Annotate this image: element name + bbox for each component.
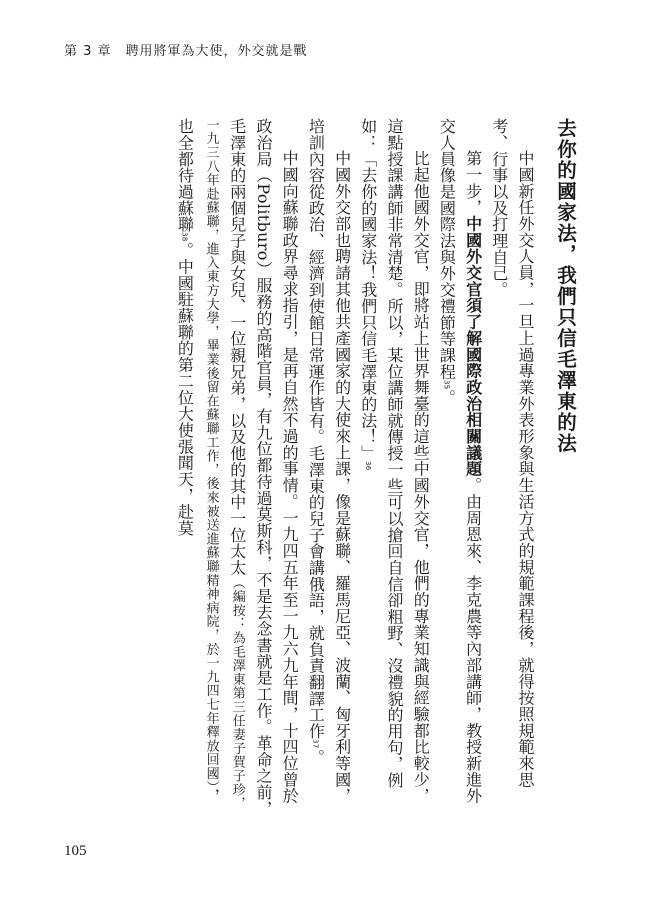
- paragraph-4-end: 。: [306, 748, 326, 766]
- paragraph-2-start: 第一步，: [463, 150, 483, 216]
- paragraph-2-emphasis: 中國外交官須了解國際政治相關議題: [463, 215, 483, 478]
- paragraph-1: [486, 118, 538, 818]
- paragraph-3-text: 比起他國外交官，即將站上世界舞臺的這些中國外交官，他們的專業知識與經驗都比較少，這點授課講師非常清楚。所以，某位講師就傳授一些可以搶回自信卻粗野、沒禮貌的用句，例如：「去你的國家法！我們只信毛澤東的法！」: [358, 118, 431, 804]
- section-heading: 去你的國家法，我們只信毛澤東的法: [554, 118, 577, 454]
- paragraph-4: [302, 118, 354, 818]
- running-head: 第 3 章 聘用將軍為大使，外交就是戰: [64, 44, 308, 59]
- endnote-marker-35: 35: [442, 379, 451, 390]
- paragraph-2-end: 。: [437, 389, 457, 406]
- paragraph-3: [355, 118, 434, 818]
- editor-note: （編按：為毛澤東第三任妻子賀子珍，一九三八年赴蘇聯，進入東方大學，畢業後留在蘇聯工作，後來被送進蘇聯精神病院，於一九四七年釋放回國）: [203, 118, 245, 811]
- paragraph-5-mid: ，也全都待過蘇聯: [175, 118, 221, 805]
- endnote-marker-38: 38: [180, 232, 189, 243]
- paragraph-5: [171, 118, 302, 818]
- paragraph-2: [433, 118, 485, 818]
- endnote-marker-37: 37: [311, 739, 320, 749]
- endnote-marker-36: 36: [363, 461, 372, 471]
- paragraph-5-end: 。中國駐蘇聯的第二位大使張聞天，赴莫: [175, 242, 195, 537]
- paragraph-4-text: 中國外交部也聘請其他共產國家的大使來上課，像是蘇聯、羅馬尼亞、波蘭、匈牙利等國，培訓內容從政治、經濟到使館日常運作皆有。毛澤東的兒子會講俄語，就負責翻譯工作: [306, 118, 352, 804]
- paragraph-5-start: 中國向蘇聯政界尋求指引，是再自然不過的事情。一九四五年至一九六九年間，十四位曾於政治局（Politburo）服務的高階官員，有九位都待過莫斯科，不是去念書就是工作。革命之前，毛澤東的兩個兒子與女兒、一位親兄弟，以及他的其中一位太太: [227, 118, 300, 817]
- body-text: [60, 118, 580, 818]
- page-number: 105: [64, 843, 87, 859]
- paragraph-1-text: 中國新任外交人員，一旦上過專業外表形象與生活方式的規範課程後，就得按照規範來思考、行事以及打理自己。: [489, 118, 535, 788]
- paragraph-2-mid: 。由周恩來、李克農等內部講師，教授新進外交人員像是國際法與外交禮節等課程: [437, 118, 483, 805]
